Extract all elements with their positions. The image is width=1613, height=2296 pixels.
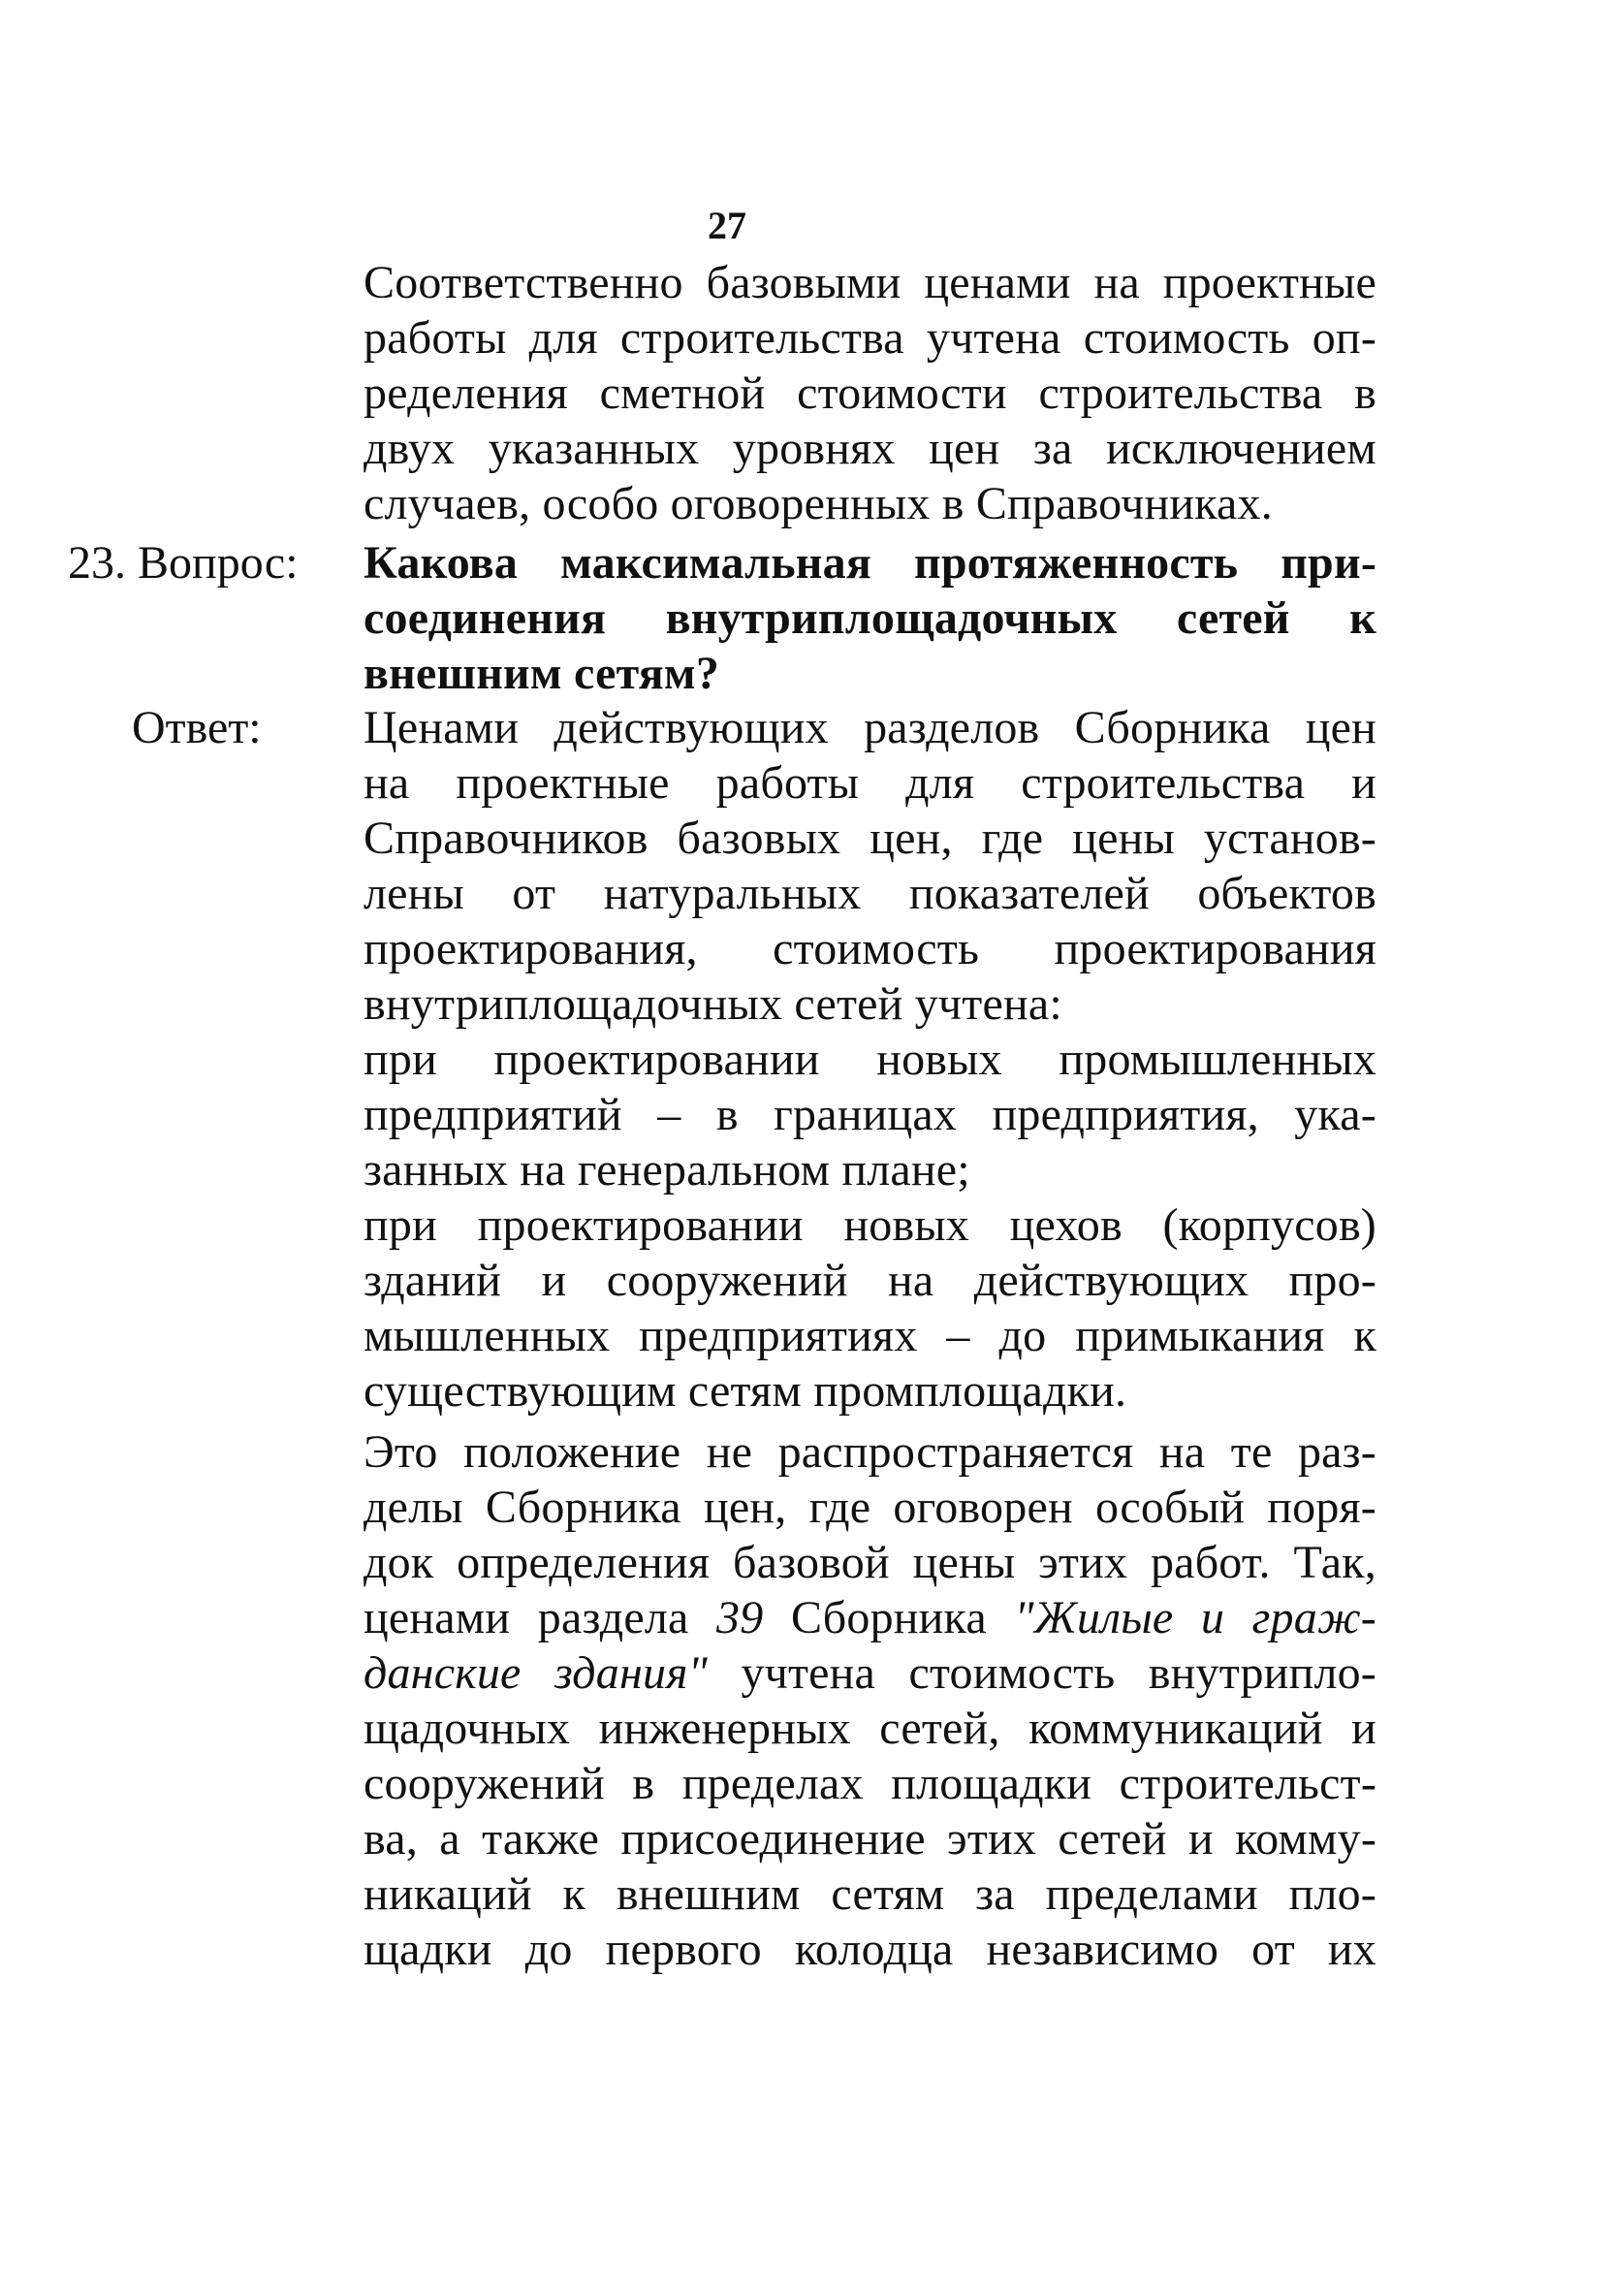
paragraph-line: сооружений в пределах площадки строительст- xyxy=(364,1758,1376,1809)
answer-line: Ценами действующих разделов Сборника цен xyxy=(364,702,1376,753)
question-text xyxy=(364,535,1376,701)
answer-line: при проектировании новых цехов (корпусов) xyxy=(364,1199,1376,1251)
answer-label: Ответ: xyxy=(132,702,262,753)
answer-line: при проектировании новых промышленных xyxy=(364,1034,1376,1085)
answer-line: внутриплощадочных сетей учтена: xyxy=(364,978,1062,1030)
question-line: соединения внутриплощадочных сетей к xyxy=(364,592,1376,644)
paragraph-line: щадочных инженерных сетей, коммуникаций и xyxy=(364,1703,1376,1754)
answer-line: зданий и сооружений на действующих про- xyxy=(364,1255,1376,1306)
answer-line: проектирования, стоимость проектирования xyxy=(364,923,1376,974)
intro-line: ределения сметной стоимости строительства в xyxy=(364,367,1376,419)
paragraph-line: ва, а также присоединение этих сетей и комму- xyxy=(364,1813,1376,1865)
text-run: Сборника xyxy=(763,1592,1015,1643)
paragraph-line: Это положение не распространяется на те раз- xyxy=(364,1426,1376,1478)
section-number: 39 xyxy=(716,1592,764,1643)
intro-line: случаев, особо оговоренных в Справочниках. xyxy=(364,478,1273,529)
answer-line: существующим сетям промплощадки. xyxy=(364,1365,1127,1417)
collection-title: "Жилые и граж- xyxy=(1014,1592,1376,1643)
question-label: 23. Вопрос: xyxy=(68,537,299,589)
intro-line: Соответственно базовыми ценами на проектные xyxy=(364,257,1376,308)
text-run: учтена стоимость внутрипло- xyxy=(708,1647,1376,1699)
paragraph-line: щадки до первого колодца независимо от их xyxy=(364,1924,1376,1975)
paragraph-line: никаций к внешним сетям за пределами пло- xyxy=(364,1868,1376,1920)
answer-text xyxy=(364,700,1376,1419)
answer-line: предприятий – в границах предприятия, ука- xyxy=(364,1089,1376,1140)
intro-line: работы для строительства учтена стоимость оп- xyxy=(364,312,1376,364)
paragraph-line: док определения базовой цены этих работ. Так, xyxy=(364,1537,1376,1588)
answer-line: мышленных предприятиях – до примыкания к xyxy=(364,1310,1376,1361)
answer-line: занных на генеральном плане; xyxy=(364,1144,970,1196)
paragraph-line xyxy=(364,1645,1376,1701)
question-line: Какова максимальная протяженность при- xyxy=(364,537,1376,589)
question-line: внешним сетям? xyxy=(364,648,720,699)
answer-line: Справочников базовых цен, где цены установ- xyxy=(364,813,1376,864)
collection-title: данские здания" xyxy=(364,1647,709,1699)
intro-line: двух указанных уровнях цен за исключением xyxy=(364,423,1376,474)
answer-line: на проектные работы для строительства и xyxy=(364,757,1376,809)
paragraph-line: делы Сборника цен, где оговорен особый поря- xyxy=(364,1482,1376,1533)
paragraph-line xyxy=(364,1590,1376,1645)
text-run: ценами раздела xyxy=(364,1592,717,1643)
answer-line: лены от натуральных показателей объектов xyxy=(364,868,1376,919)
second-paragraph xyxy=(364,1424,1376,1977)
page-number: 27 xyxy=(708,204,746,247)
intro-paragraph xyxy=(364,255,1376,531)
